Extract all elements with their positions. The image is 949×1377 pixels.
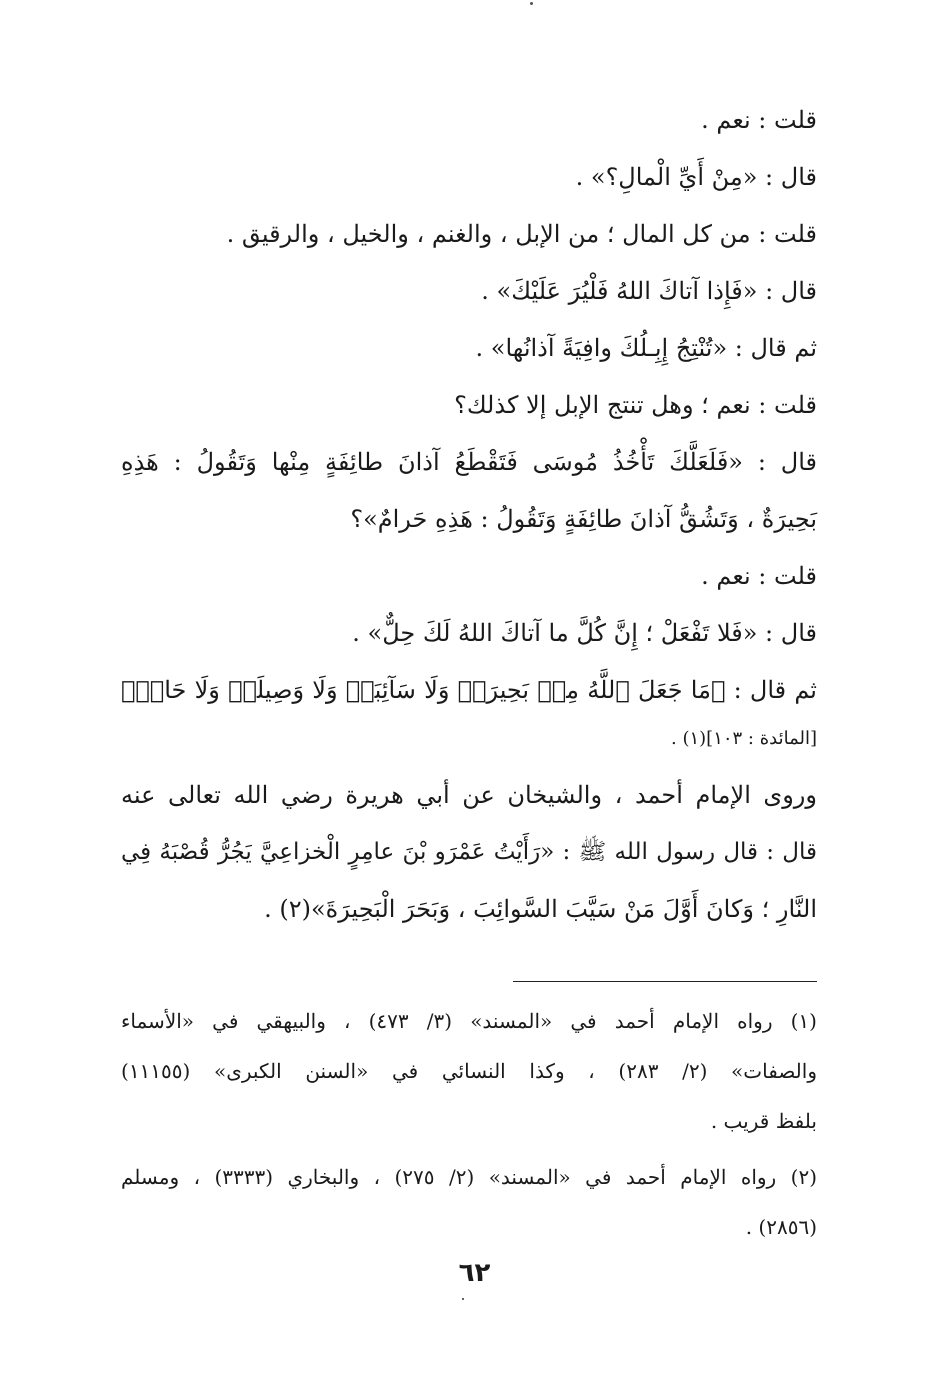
body-line: قلت : نعم ؛ وهل تنتج الإبل إلا كذلك؟ — [454, 391, 817, 419]
footnote-2-line: (٢) رواه الإمام أحمد في «المسند» (٢/ ٢٧٥) ، والبخاري (٣٣٣٣) ، ومسلم — [121, 1165, 818, 1189]
body-line: قلت : نعم . — [701, 106, 817, 134]
body-line: النَّارِ ؛ وَكانَ أَوَّلَ مَنْ سَيَّبَ السَّوائِبَ ، وَبَحَرَ الْبَحِيرَةَ»(٢) . — [264, 895, 817, 923]
footnote-2-line: (٢٨٥٦) . — [745, 1215, 817, 1239]
body-line: قال : «فَلَعَلَّكَ تَأْخُذُ مُوسَى فَتَقْطَعُ آذانَ طائِفَةٍ مِنْها وَتَقُولُ : هَذِهِ — [121, 448, 817, 476]
verse-reference: [المائدة : ١٠٣](١) . — [671, 728, 817, 749]
body-line: ثم قال : «تُنْتِجُ إِبِـلُكَ وافِيَةً آذانُها» . — [475, 334, 817, 362]
body-line: قال : قال رسول الله ﷺ : «رَأَيْتُ عَمْرَو بْنَ عامِرٍ الْخزاعِيَّ يَجُرُّ قُصْبَهُ فِي — [121, 839, 817, 865]
footnote-separator — [513, 981, 817, 982]
scan-speck — [462, 1298, 464, 1300]
footnote-1-line: (١) رواه الإمام أحمد في «المسند» (٣/ ٤٧٣) ، والبيهقي في «الأسماء — [121, 1009, 817, 1033]
quran-verse-line: ثم قال : ﴿مَا جَعَلَ ٱللَّهُ مِنۢ بَحِيرَةٖ وَلَا سَآئِبَةٖ وَلَا وَصِيلَةٖ وَلَا حَامٖ﴾ — [121, 676, 817, 704]
body-line: بَحِيرَةٌ ، وَتَشُقُّ آذانَ طائِفَةٍ وَتَقُولُ : هَذِهِ حَرامٌ»؟ — [350, 505, 817, 533]
main-text — [121, 92, 817, 938]
body-line: وروى الإمام أحمد ، والشيخان عن أبي هريرة رضي الله تعالى عنه — [121, 781, 817, 809]
footnotes — [121, 996, 817, 1252]
scan-speck — [530, 2, 533, 5]
footnote-1-line: والصفات» (٢/ ٢٨٣) ، وكذا النسائي في «السنن الكبرى» (١١١٥٥) — [121, 1059, 817, 1083]
body-line: قال : «فَلا تَفْعَلْ ؛ إِنَّ كُلَّ ما آتاكَ اللهُ لَكَ حِلٌّ» . — [352, 619, 817, 647]
body-line: قال : «مِنْ أَيِّ الْمالِ؟» . — [575, 163, 817, 191]
footnote-1-line: بلفظ قريب . — [710, 1109, 817, 1133]
body-line: قال : «فَإِذا آتاكَ اللهُ فَلْيُرَ عَلَيْكَ» . — [481, 277, 817, 305]
body-line: قلت : نعم . — [701, 562, 817, 590]
body-line: قلت : من كل المال ؛ من الإبل ، والغنم ، والخيل ، والرقيق . — [226, 220, 817, 248]
page-number: ٦٢ — [458, 1258, 491, 1288]
